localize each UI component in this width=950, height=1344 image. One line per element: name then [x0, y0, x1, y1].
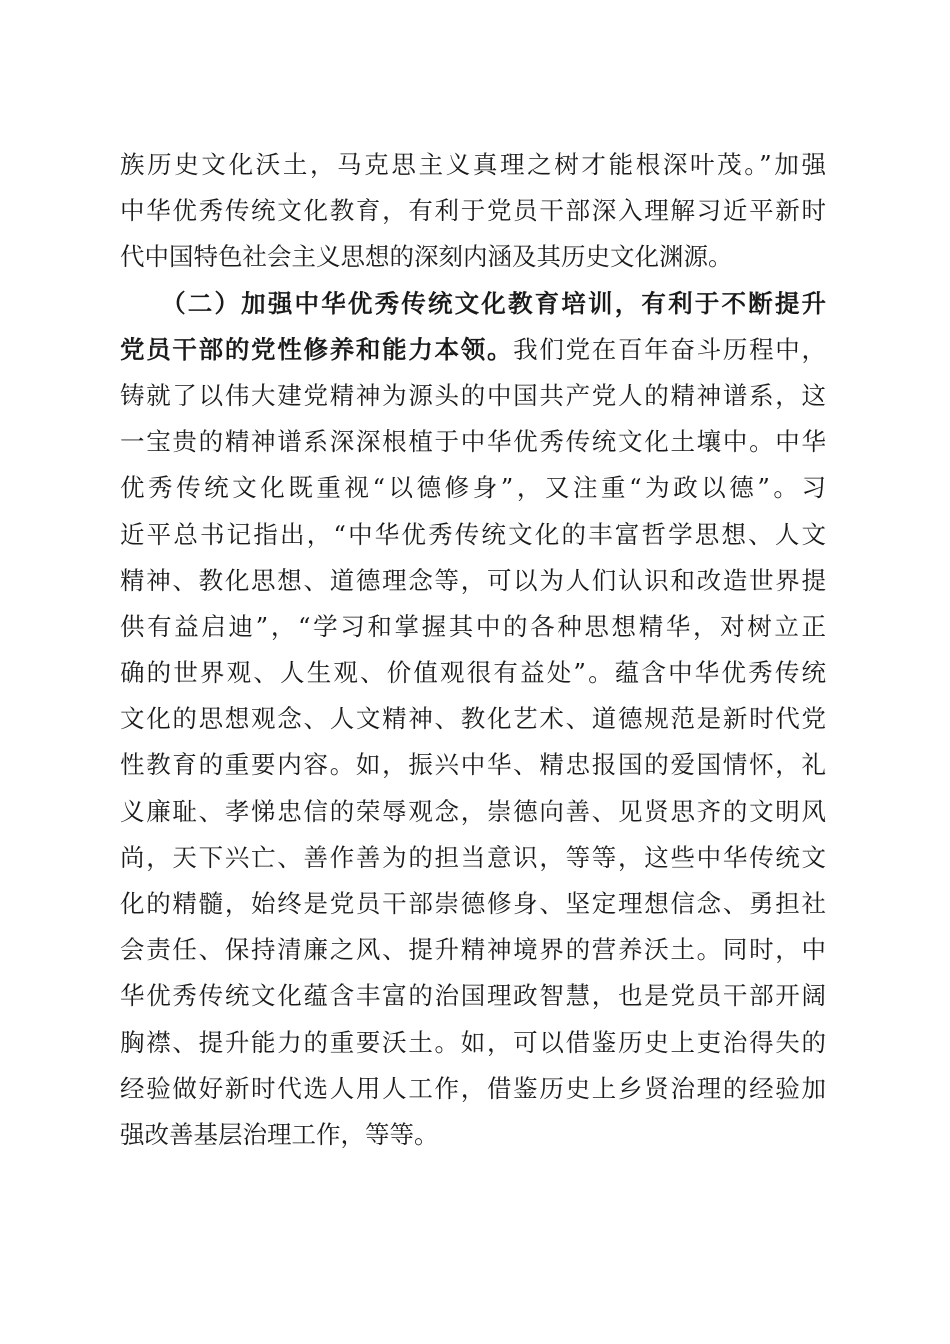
text-segment: 铸就了以伟大建党精神为源头的中国共产党人的精神谱系，这	[120, 380, 826, 410]
text-line	[120, 234, 826, 280]
text-segment: 华优秀传统文化蕴含丰富的治国理政智慧，也是党员干部开阔	[120, 981, 826, 1011]
text-line	[120, 1112, 826, 1158]
text-line	[120, 1020, 826, 1066]
text-segment: 优秀传统文化既重视“以德修身”，又注重“为政以德”。习	[120, 473, 826, 503]
text-segment: 代中国特色社会主义思想的深刻内涵及其历史文化渊源。	[120, 242, 733, 272]
text-segment: 近平总书记指出，“中华优秀传统文化的丰富哲学思想、人文	[120, 519, 826, 549]
text-line	[120, 142, 826, 188]
text-line	[120, 419, 826, 465]
text-segment: 性教育的重要内容。如，振兴中华、精忠报国的爱国情怀，礼	[120, 750, 826, 780]
text-line	[120, 373, 826, 419]
bold-text-segment: （二）加强中华优秀传统文化教育培训，有利于不断提升	[120, 288, 826, 318]
text-segment: 义廉耻、孝悌忠信的荣辱观念，崇德向善、见贤思齐的文明风	[120, 796, 826, 826]
text-segment: 胸襟、提升能力的重要沃土。如，可以借鉴历史上吏治得失的	[120, 1027, 826, 1057]
text-line	[120, 512, 826, 558]
text-line	[120, 327, 826, 373]
text-segment: 族历史文化沃土，马克思主义真理之树才能根深叶茂。”加强	[120, 150, 826, 179]
text-line	[120, 742, 826, 788]
text-segment: 中华优秀传统文化教育，有利于党员干部深入理解习近平新时	[120, 196, 826, 226]
text-line	[120, 465, 826, 511]
text-segment: 我们党在百年奋斗历程中，	[513, 334, 826, 364]
text-segment: 会责任、保持清廉之风、提升精神境界的营养沃土。同时，中	[120, 935, 826, 965]
text-line	[120, 281, 826, 327]
text-line	[120, 188, 826, 234]
text-line	[120, 1066, 826, 1112]
text-segment: 尚，天下兴亡、善作善为的担当意识，等等，这些中华传统文	[120, 842, 826, 872]
document-body	[120, 142, 826, 1158]
text-segment: 经验做好新时代选人用人工作，借鉴历史上乡贤治理的经验加	[120, 1073, 826, 1103]
text-line	[120, 973, 826, 1019]
text-line	[120, 696, 826, 742]
paragraph-p2	[120, 281, 826, 1159]
text-line	[120, 604, 826, 650]
bold-text-segment: 党员干部的党性修养和能力本领。	[120, 334, 514, 364]
text-segment: 文化的思想观念、人文精神、教化艺术、道德规范是新时代党	[120, 704, 826, 734]
text-line	[120, 835, 826, 881]
text-segment: 精神、教化思想、道德理念等，可以为人们认识和改造世界提	[120, 565, 826, 595]
text-line	[120, 650, 826, 696]
text-line	[120, 558, 826, 604]
text-line	[120, 789, 826, 835]
text-segment: 供有益启迪”，“学习和掌握其中的各种思想精华，对树立正	[120, 611, 826, 641]
text-segment: 确的世界观、人生观、价值观很有益处”。蕴含中华优秀传统	[120, 658, 826, 688]
paragraph-p1	[120, 142, 826, 281]
text-segment: 强改善基层治理工作，等等。	[120, 1119, 439, 1149]
text-line	[120, 927, 826, 973]
text-segment: 一宝贵的精神谱系深深根植于中华优秀传统文化土壤中。中华	[120, 427, 826, 457]
text-line	[120, 881, 826, 927]
text-segment: 化的精髓，始终是党员干部崇德修身、坚定理想信念、勇担社	[120, 889, 826, 918]
